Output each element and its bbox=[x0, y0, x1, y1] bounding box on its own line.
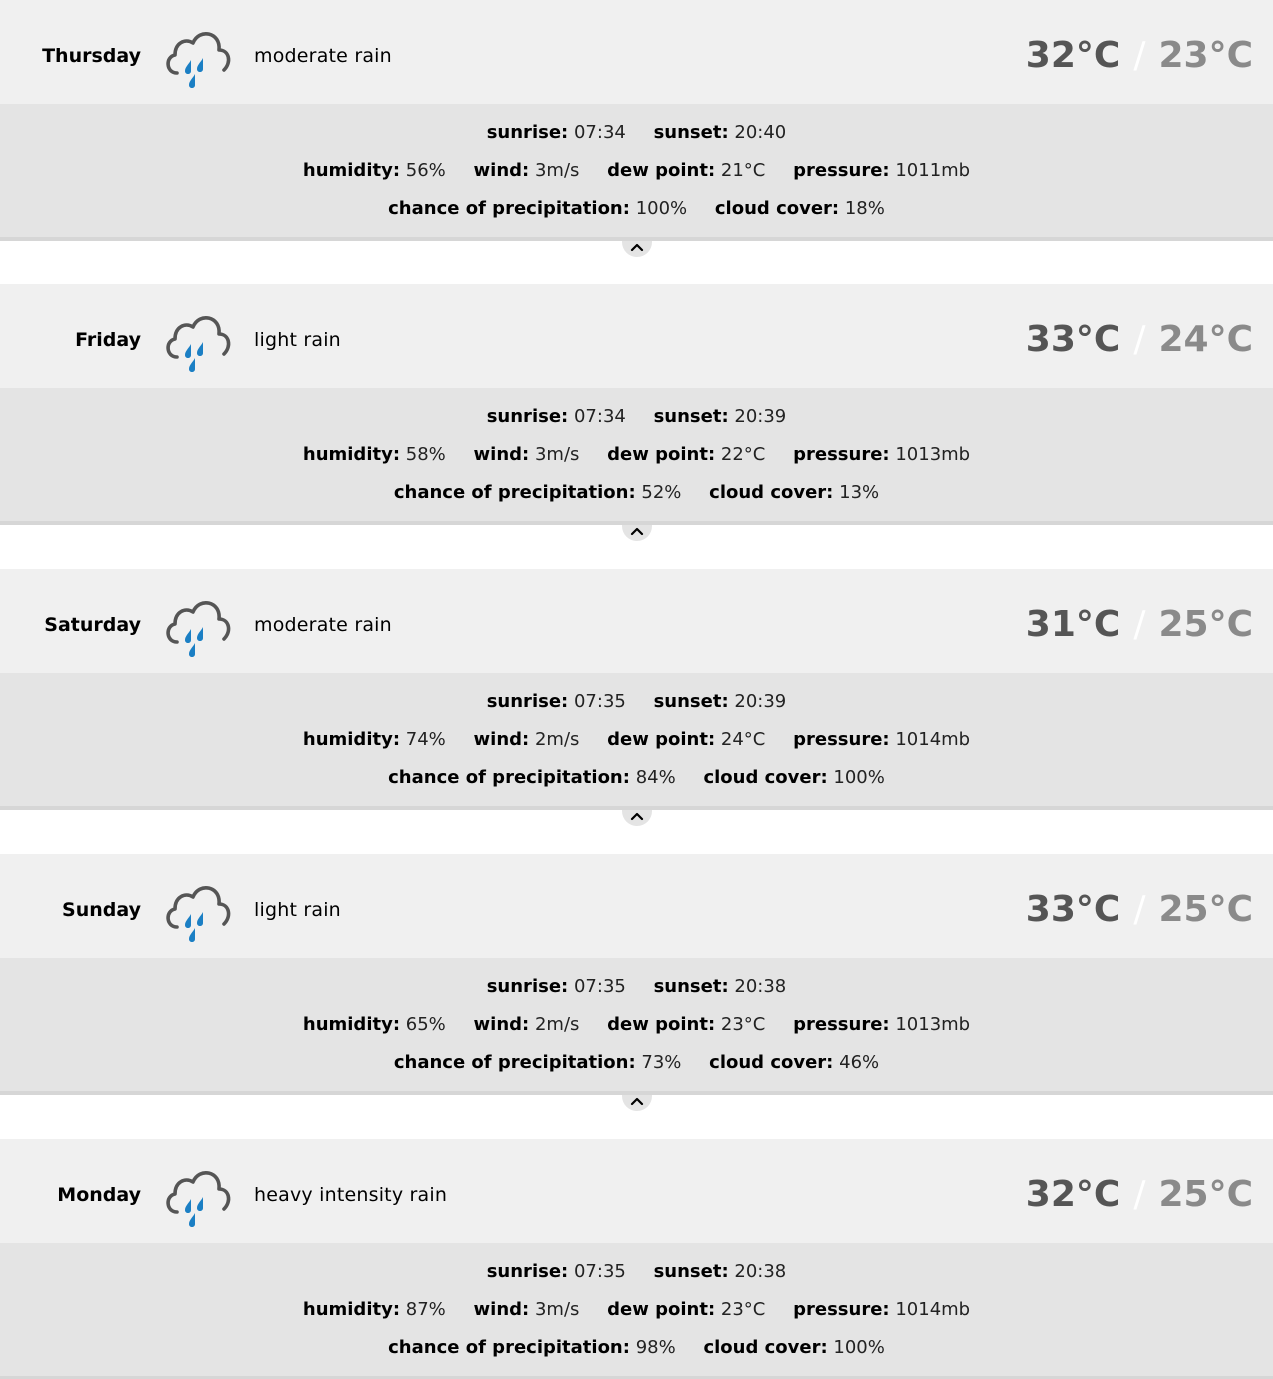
humidity-item bbox=[303, 729, 446, 750]
cloud-cover-value: 46% bbox=[839, 1052, 880, 1073]
cloud-cover-value: 100% bbox=[833, 767, 885, 788]
dew-point-item bbox=[607, 160, 765, 181]
collapse-toggle[interactable] bbox=[622, 241, 652, 257]
humidity-item bbox=[303, 160, 446, 181]
dew-point-item bbox=[607, 444, 765, 465]
dew-point-label: dew point: bbox=[607, 160, 716, 181]
humidity-label: humidity: bbox=[302, 1299, 401, 1320]
pressure-item bbox=[793, 1299, 970, 1320]
wind-value: 2m/s bbox=[534, 729, 580, 750]
cloud-cover-label: cloud cover: bbox=[703, 1337, 828, 1358]
precipitation-item bbox=[394, 482, 682, 503]
wind-value: 3m/s bbox=[534, 160, 580, 181]
sunset-label: sunset: bbox=[653, 691, 729, 712]
day-details bbox=[0, 388, 1273, 525]
day-name: Thursday bbox=[42, 45, 141, 67]
sunrise-item bbox=[487, 1261, 626, 1282]
sunset-label: sunset: bbox=[653, 122, 729, 143]
chevron-up-icon bbox=[630, 242, 644, 252]
humidity-value: 58% bbox=[405, 444, 446, 465]
weather-description: moderate rain bbox=[254, 45, 392, 67]
wind-item bbox=[474, 729, 580, 750]
temp-separator: / bbox=[1133, 319, 1146, 360]
day-name: Friday bbox=[75, 329, 141, 351]
wind-label: wind: bbox=[473, 729, 530, 750]
sunrise-item bbox=[487, 406, 626, 427]
day-name: Saturday bbox=[44, 614, 141, 636]
chevron-up-icon bbox=[630, 526, 644, 536]
cloud-rain-icon bbox=[162, 1165, 232, 1231]
pressure-item bbox=[793, 1014, 970, 1035]
temp-high: 31°C bbox=[1025, 604, 1121, 645]
wind-label: wind: bbox=[473, 160, 530, 181]
humidity-label: humidity: bbox=[302, 444, 401, 465]
precipitation-value: 84% bbox=[635, 767, 676, 788]
sunrise-item bbox=[487, 691, 626, 712]
humidity-label: humidity: bbox=[302, 729, 401, 750]
humidity-item bbox=[303, 1014, 446, 1035]
temperature-range bbox=[1026, 0, 1253, 112]
pressure-value: 1014mb bbox=[895, 1299, 971, 1320]
dew-point-label: dew point: bbox=[607, 1299, 716, 1320]
sunset-item bbox=[654, 122, 787, 143]
chevron-up-icon bbox=[630, 1096, 644, 1106]
temp-low: 23°C bbox=[1158, 35, 1253, 76]
dew-point-item bbox=[607, 729, 765, 750]
chevron-up-icon bbox=[630, 811, 644, 821]
day-details bbox=[0, 1243, 1273, 1379]
precipitation-value: 98% bbox=[635, 1337, 676, 1358]
forecast-day bbox=[0, 0, 1273, 241]
wind-item bbox=[474, 444, 580, 465]
forecast-day bbox=[0, 854, 1273, 1095]
cloud-rain-icon bbox=[162, 880, 232, 946]
sunset-label: sunset: bbox=[653, 406, 729, 427]
temp-separator: / bbox=[1133, 1174, 1146, 1215]
temp-high: 32°C bbox=[1025, 1174, 1121, 1215]
humidity-value: 87% bbox=[405, 1299, 446, 1320]
sunset-label: sunset: bbox=[653, 1261, 729, 1282]
temp-low: 25°C bbox=[1158, 1174, 1253, 1215]
sunrise-value: 07:35 bbox=[573, 976, 626, 997]
details-row-precip bbox=[0, 1044, 1273, 1082]
sunset-value: 20:40 bbox=[734, 122, 787, 143]
precipitation-value: 73% bbox=[641, 1052, 682, 1073]
cloud-cover-label: cloud cover: bbox=[709, 1052, 834, 1073]
temp-separator: / bbox=[1133, 604, 1146, 645]
dew-point-label: dew point: bbox=[607, 1014, 716, 1035]
humidity-item bbox=[303, 444, 446, 465]
cloud-cover-item bbox=[709, 1052, 879, 1073]
day-name: Monday bbox=[57, 1184, 141, 1206]
temp-high: 32°C bbox=[1025, 35, 1121, 76]
pressure-item bbox=[793, 729, 970, 750]
sunrise-value: 07:35 bbox=[573, 1261, 626, 1282]
dew-point-value: 22°C bbox=[720, 444, 766, 465]
precipitation-item bbox=[388, 198, 687, 219]
cloud-cover-value: 18% bbox=[844, 198, 885, 219]
sunrise-value: 07:34 bbox=[573, 406, 626, 427]
details-row-conditions bbox=[0, 1006, 1273, 1044]
sunrise-value: 07:34 bbox=[573, 122, 626, 143]
temp-separator: / bbox=[1133, 35, 1146, 76]
day-name: Sunday bbox=[62, 899, 141, 921]
details-row-precip bbox=[0, 759, 1273, 797]
day-details bbox=[0, 104, 1273, 241]
sunrise-label: sunrise: bbox=[486, 122, 569, 143]
cloud-cover-value: 13% bbox=[839, 482, 880, 503]
pressure-label: pressure: bbox=[793, 1299, 890, 1320]
cloud-rain-icon bbox=[162, 310, 232, 376]
temperature-range bbox=[1026, 854, 1253, 966]
sunrise-label: sunrise: bbox=[486, 976, 569, 997]
temp-high: 33°C bbox=[1025, 319, 1121, 360]
precipitation-label: chance of precipitation: bbox=[388, 198, 630, 219]
humidity-item bbox=[303, 1299, 446, 1320]
sunrise-label: sunrise: bbox=[486, 691, 569, 712]
details-row-conditions bbox=[0, 721, 1273, 759]
temp-low: 24°C bbox=[1158, 319, 1253, 360]
collapse-toggle[interactable] bbox=[622, 810, 652, 826]
pressure-value: 1013mb bbox=[895, 444, 971, 465]
sunset-item bbox=[654, 1261, 787, 1282]
dew-point-label: dew point: bbox=[607, 444, 716, 465]
humidity-value: 65% bbox=[405, 1014, 446, 1035]
temp-separator: / bbox=[1133, 889, 1146, 930]
wind-item bbox=[474, 160, 580, 181]
sunrise-label: sunrise: bbox=[486, 1261, 569, 1282]
cloud-cover-value: 100% bbox=[833, 1337, 885, 1358]
cloud-cover-label: cloud cover: bbox=[714, 198, 840, 219]
details-row-precip bbox=[0, 474, 1273, 512]
pressure-label: pressure: bbox=[793, 444, 890, 465]
details-row-conditions bbox=[0, 1291, 1273, 1329]
precipitation-label: chance of precipitation: bbox=[388, 767, 630, 788]
pressure-label: pressure: bbox=[793, 1014, 890, 1035]
sunset-value: 20:38 bbox=[734, 1261, 787, 1282]
pressure-value: 1013mb bbox=[895, 1014, 971, 1035]
temperature-range bbox=[1026, 284, 1253, 396]
temp-high: 33°C bbox=[1025, 889, 1121, 930]
precipitation-label: chance of precipitation: bbox=[393, 1052, 636, 1073]
collapse-toggle[interactable] bbox=[622, 1095, 652, 1111]
humidity-value: 74% bbox=[405, 729, 446, 750]
dew-point-item bbox=[607, 1299, 765, 1320]
wind-label: wind: bbox=[473, 444, 530, 465]
temperature-range bbox=[1026, 1139, 1253, 1251]
pressure-item bbox=[793, 444, 970, 465]
sunset-value: 20:38 bbox=[734, 976, 787, 997]
day-summary[interactable] bbox=[0, 0, 1273, 104]
dew-point-label: dew point: bbox=[607, 729, 716, 750]
cloud-cover-label: cloud cover: bbox=[703, 767, 828, 788]
wind-item bbox=[474, 1014, 580, 1035]
precipitation-value: 100% bbox=[635, 198, 688, 219]
sunset-value: 20:39 bbox=[734, 406, 787, 427]
sunset-label: sunset: bbox=[653, 976, 729, 997]
temperature-range bbox=[1026, 569, 1253, 681]
wind-label: wind: bbox=[473, 1014, 530, 1035]
sunrise-value: 07:35 bbox=[573, 691, 626, 712]
wind-item bbox=[474, 1299, 580, 1320]
cloud-cover-label: cloud cover: bbox=[709, 482, 834, 503]
wind-value: 3m/s bbox=[534, 444, 580, 465]
dew-point-value: 21°C bbox=[720, 160, 766, 181]
pressure-label: pressure: bbox=[793, 160, 890, 181]
day-summary[interactable] bbox=[0, 284, 1273, 388]
details-row-precip bbox=[0, 1329, 1273, 1367]
details-row-conditions bbox=[0, 152, 1273, 190]
precipitation-item bbox=[394, 1052, 682, 1073]
forecast-day bbox=[0, 569, 1273, 810]
weather-description: light rain bbox=[254, 899, 341, 921]
pressure-item bbox=[793, 160, 970, 181]
details-row-conditions bbox=[0, 436, 1273, 474]
day-details bbox=[0, 673, 1273, 810]
wind-value: 3m/s bbox=[534, 1299, 580, 1320]
cloud-cover-item bbox=[703, 1337, 884, 1358]
dew-point-value: 24°C bbox=[720, 729, 766, 750]
sunrise-label: sunrise: bbox=[486, 406, 569, 427]
weather-description: moderate rain bbox=[254, 614, 392, 636]
details-row-precip bbox=[0, 190, 1273, 228]
dew-point-value: 23°C bbox=[720, 1014, 766, 1035]
pressure-value: 1014mb bbox=[895, 729, 971, 750]
precipitation-value: 52% bbox=[641, 482, 682, 503]
forecast-day bbox=[0, 284, 1273, 525]
precipitation-item bbox=[388, 1337, 676, 1358]
precipitation-item bbox=[388, 767, 676, 788]
day-summary[interactable] bbox=[0, 1139, 1273, 1243]
temp-low: 25°C bbox=[1158, 604, 1253, 645]
wind-value: 2m/s bbox=[534, 1014, 580, 1035]
weather-description: heavy intensity rain bbox=[254, 1184, 448, 1206]
sunset-value: 20:39 bbox=[734, 691, 787, 712]
temp-low: 25°C bbox=[1158, 889, 1253, 930]
cloud-cover-item bbox=[703, 767, 884, 788]
pressure-label: pressure: bbox=[793, 729, 890, 750]
forecast-day bbox=[0, 1139, 1273, 1379]
day-summary[interactable] bbox=[0, 569, 1273, 673]
sunrise-item bbox=[487, 122, 626, 143]
cloud-rain-icon bbox=[162, 595, 232, 661]
cloud-cover-item bbox=[715, 198, 885, 219]
collapse-toggle[interactable] bbox=[622, 525, 652, 541]
cloud-cover-item bbox=[709, 482, 879, 503]
humidity-label: humidity: bbox=[302, 1014, 401, 1035]
sunset-item bbox=[654, 691, 787, 712]
humidity-label: humidity: bbox=[302, 160, 401, 181]
pressure-value: 1011mb bbox=[895, 160, 971, 181]
wind-label: wind: bbox=[473, 1299, 530, 1320]
humidity-value: 56% bbox=[405, 160, 446, 181]
sunset-item bbox=[654, 406, 787, 427]
dew-point-value: 23°C bbox=[720, 1299, 766, 1320]
precipitation-label: chance of precipitation: bbox=[393, 482, 636, 503]
dew-point-item bbox=[607, 1014, 765, 1035]
cloud-rain-icon bbox=[162, 26, 232, 92]
day-details bbox=[0, 958, 1273, 1095]
sunrise-item bbox=[487, 976, 626, 997]
sunset-item bbox=[654, 976, 787, 997]
precipitation-label: chance of precipitation: bbox=[388, 1337, 630, 1358]
weather-description: light rain bbox=[254, 329, 341, 351]
day-summary[interactable] bbox=[0, 854, 1273, 958]
